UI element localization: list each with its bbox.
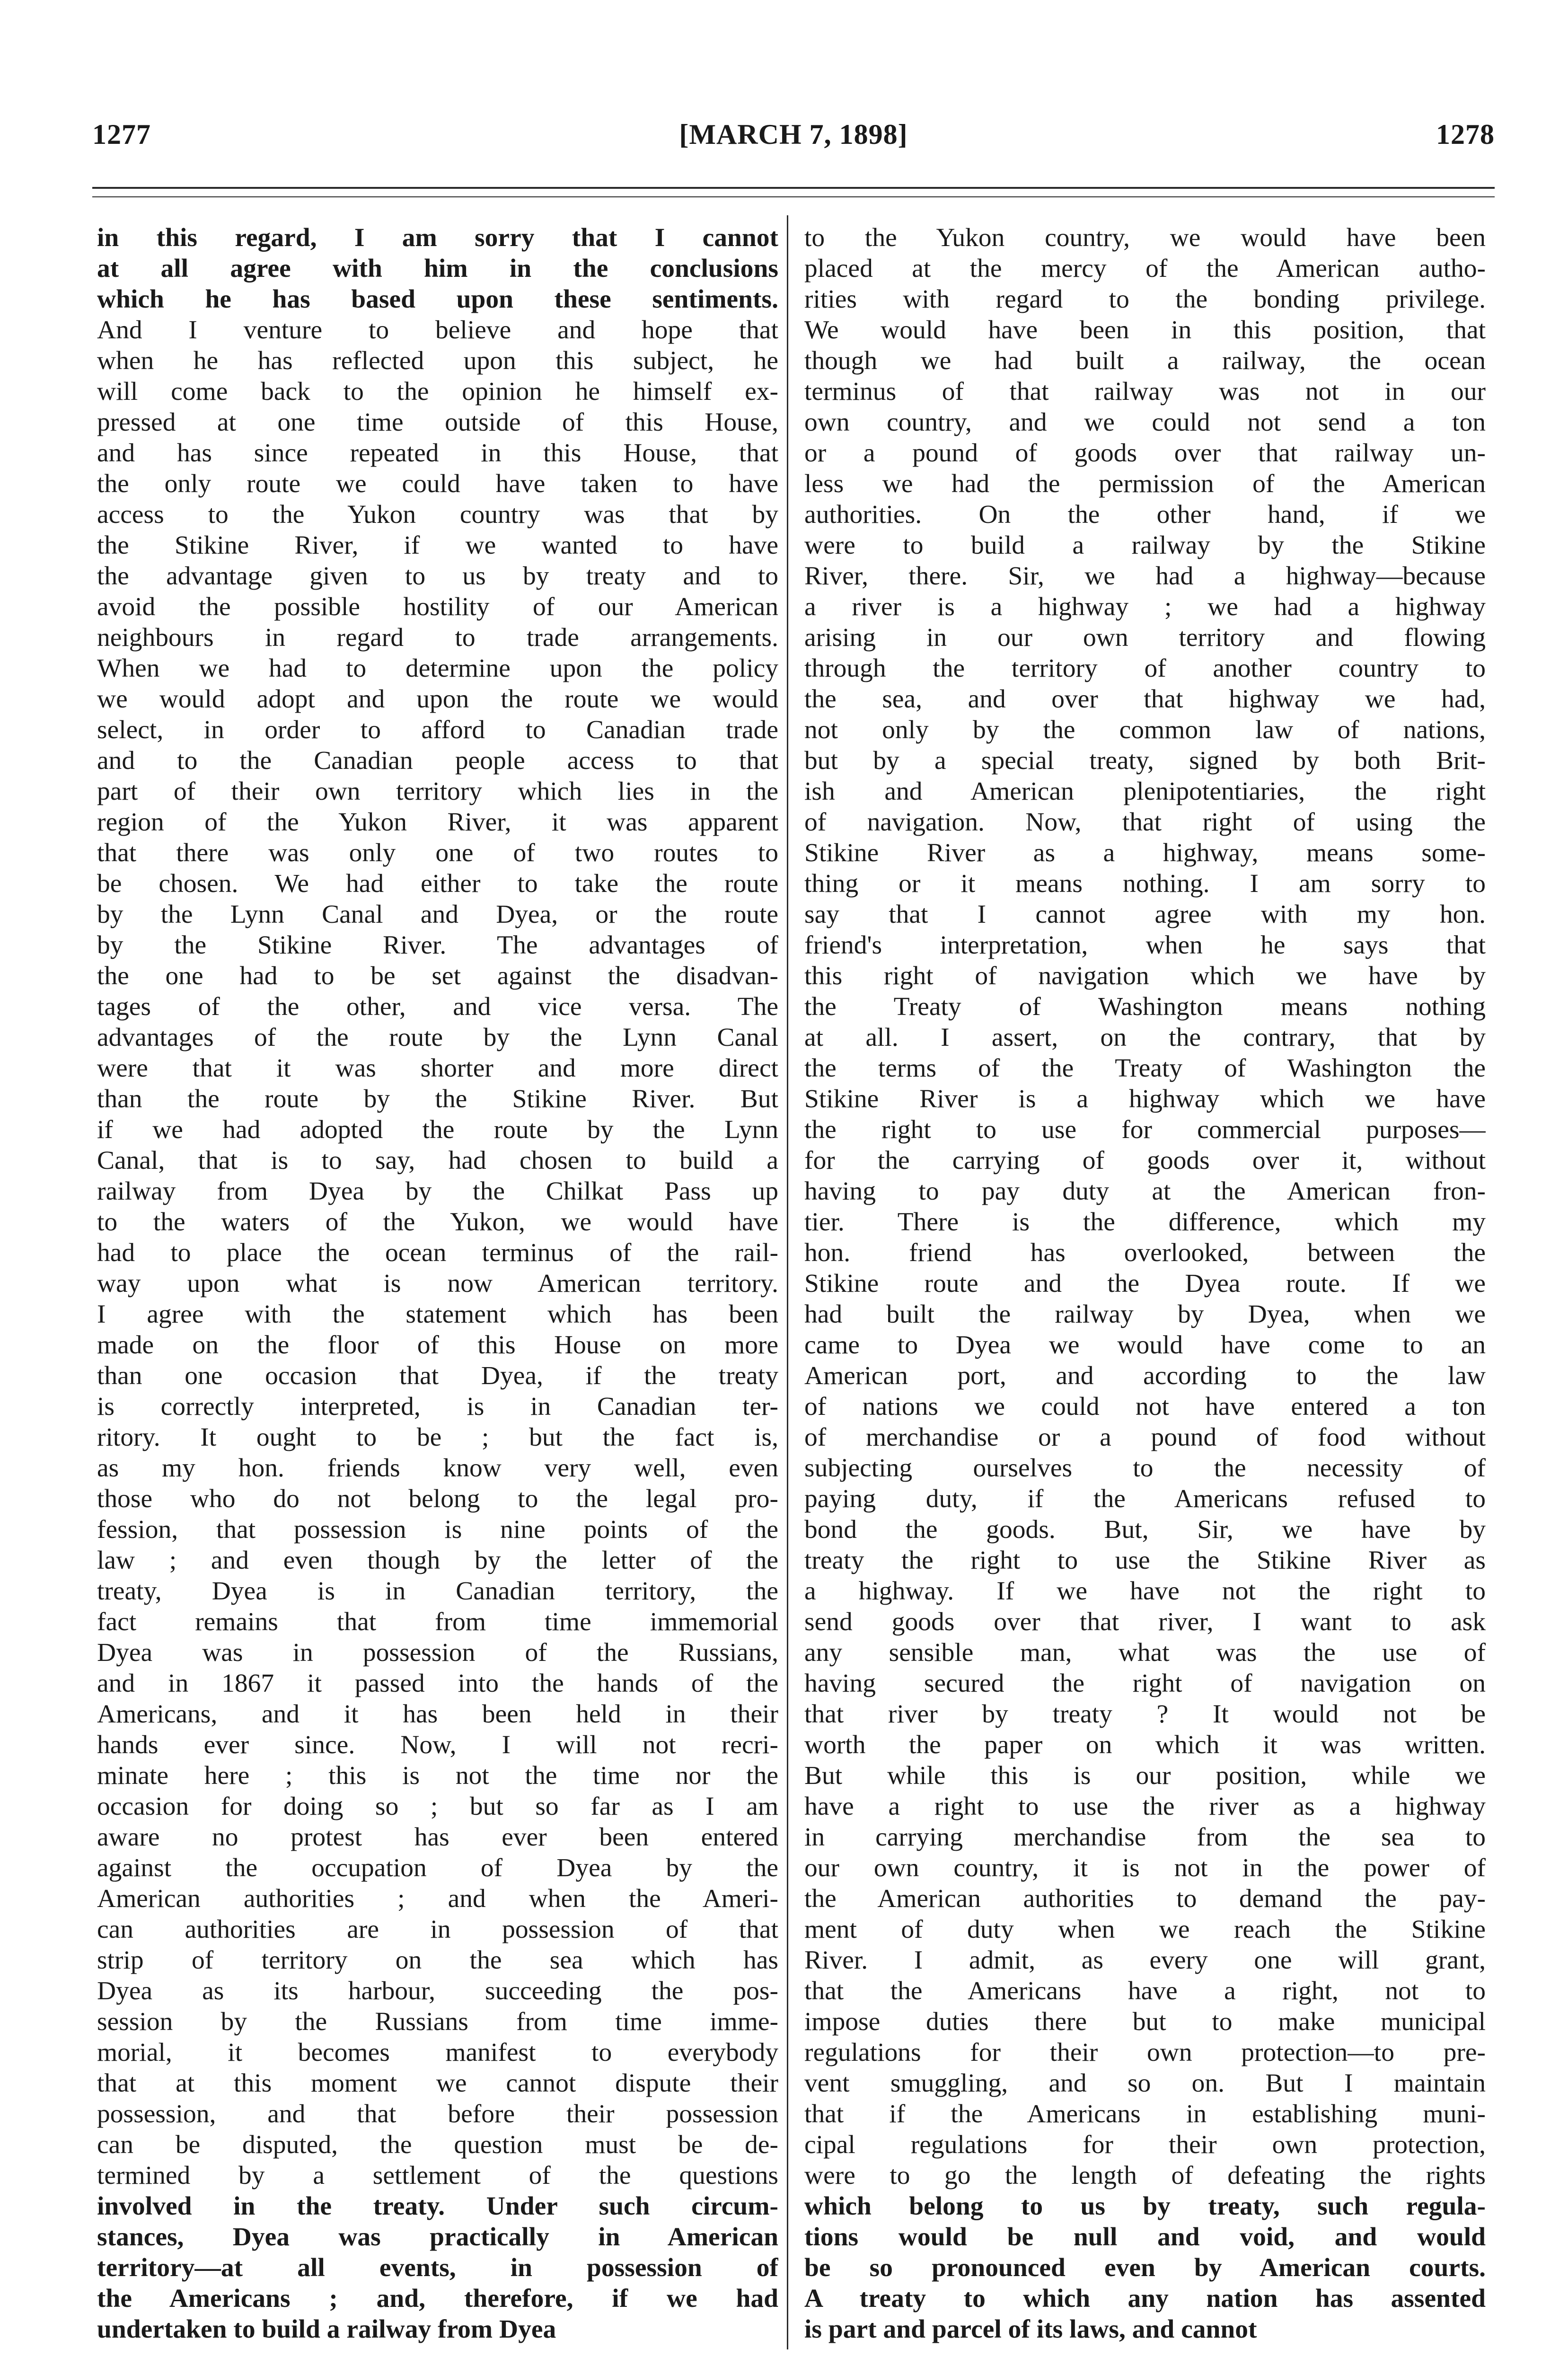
text-line: having to pay duty at the American fron- [804, 1177, 1486, 1206]
text-line: but by a special treaty, signed by both Brit- [804, 746, 1486, 775]
text-line: Dyea as its harbour, succeeding the pos- [97, 1977, 778, 2005]
text-line: A treaty to which any nation has assented [804, 2284, 1486, 2313]
left-column [97, 222, 778, 2345]
text-line: that if the Americans in establishing muni- [804, 2100, 1486, 2128]
text-line: the only route we could have taken to have [97, 469, 778, 498]
header-rule-thick [92, 187, 1495, 189]
text-line: if we had adopted the route by the Lynn [97, 1115, 778, 1144]
text-line: the American authorities to demand the pay- [804, 1884, 1486, 1913]
text-line: to the Yukon country, we would have been [804, 223, 1486, 252]
text-line: We would have been in this position, that [804, 316, 1486, 344]
text-line: the Treaty of Washington means nothing [804, 992, 1486, 1021]
text-line: session by the Russians from time imme- [97, 2007, 778, 2036]
text-line: arising in our own territory and flowing [804, 623, 1486, 652]
text-line: territory—at all events, in possession of [97, 2253, 778, 2282]
text-line: Canal, that is to say, had chosen to build a [97, 1146, 778, 1175]
text-line: region of the Yukon River, it was apparent [97, 808, 778, 837]
text-line: that river by treaty ? It would not be [804, 1700, 1486, 1729]
text-line: When we had to determine upon the policy [97, 654, 778, 683]
text-line: the right to use for commercial purposes— [804, 1115, 1486, 1144]
text-line: stances, Dyea was practically in American [97, 2223, 778, 2251]
header-rule-thin [92, 196, 1495, 197]
text-line: is correctly interpreted, is in Canadian ter- [97, 1392, 778, 1421]
text-line: that at this moment we cannot dispute their [97, 2069, 778, 2098]
text-line: Dyea was in possession of the Russians, [97, 1638, 778, 1667]
text-line: terminus of that railway was not in our [804, 377, 1486, 406]
text-line: this right of navigation which we have by [804, 962, 1486, 990]
text-line: possession, and that before their possession [97, 2100, 778, 2128]
text-line: River. I admit, as every one will grant, [804, 1946, 1486, 1975]
text-line: neighbours in regard to trade arrangements. [97, 623, 778, 652]
text-line: tions would be null and void, and would [804, 2223, 1486, 2251]
text-line: American port, and according to the law [804, 1361, 1486, 1390]
text-line: vent smuggling, and so on. But I maintain [804, 2069, 1486, 2098]
text-line: law ; and even though by the letter of the [97, 1546, 778, 1575]
text-line: of nations we could not have entered a ton [804, 1392, 1486, 1421]
right-column [804, 222, 1486, 2345]
text-line: hands ever since. Now, I will not recri- [97, 1730, 778, 1759]
text-line: And I venture to believe and hope that [97, 316, 778, 344]
text-line: we would adopt and upon the route we would [97, 685, 778, 714]
text-line: treaty the right to use the Stikine River as [804, 1546, 1486, 1575]
text-line: River, there. Sir, we had a highway—because [804, 562, 1486, 591]
text-line: less we had the permission of the American [804, 469, 1486, 498]
text-line: of merchandise or a pound of food without [804, 1423, 1486, 1452]
text-line: be so pronounced even by American courts. [804, 2253, 1486, 2282]
text-line: Stikine River is a highway which we have [804, 1085, 1486, 1113]
text-line: that the Americans have a right, not to [804, 1977, 1486, 2005]
text-line: than the route by the Stikine River. But [97, 1085, 778, 1113]
text-line: hon. friend has overlooked, between the [804, 1238, 1486, 1267]
text-line: treaty, Dyea is in Canadian territory, the [97, 1577, 778, 1606]
text-line: than one occasion that Dyea, if the treaty [97, 1361, 778, 1390]
text-line: cipal regulations for their own protection, [804, 2130, 1486, 2159]
text-line: thing or it means nothing. I am sorry to [804, 869, 1486, 898]
text-line: is part and parcel of its laws, and cannot [804, 2315, 1257, 2344]
header-date: [MARCH 7, 1898] [679, 119, 908, 150]
text-line: way upon what is now American territory. [97, 1269, 778, 1298]
text-line: at all agree with him in the conclusions [97, 254, 778, 283]
text-line: placed at the mercy of the American autho- [804, 254, 1486, 283]
text-line: our own country, it is not in the power of [804, 1854, 1486, 1882]
text-line: a river is a highway ; we had a highway [804, 592, 1486, 621]
text-line: the sea, and over that highway we had, [804, 685, 1486, 714]
text-line: tier. There is the difference, which my [804, 1208, 1486, 1236]
text-line: that there was only one of two routes to [97, 839, 778, 867]
text-line: by the Stikine River. The advantages of [97, 931, 778, 960]
text-line: friend's interpretation, when he says that [804, 931, 1486, 960]
text-line: through the territory of another country to [804, 654, 1486, 683]
text-line: say that I cannot agree with my hon. [804, 900, 1486, 929]
text-line: worth the paper on which it was written. [804, 1730, 1486, 1759]
text-line: having secured the right of navigation on [804, 1669, 1486, 1698]
text-line: undertaken to build a railway from Dyea [97, 2315, 556, 2344]
text-line: have a right to use the river as a highway [804, 1792, 1486, 1821]
text-line: fession, that possession is nine points of the [97, 1515, 778, 1544]
text-line: had to place the ocean terminus of the rail- [97, 1238, 778, 1267]
text-line: for the carrying of goods over it, without [804, 1146, 1486, 1175]
text-line: ish and American plenipotentiaries, the right [804, 777, 1486, 806]
text-line: aware no protest has ever been entered [97, 1823, 778, 1852]
text-line: and to the Canadian people access to that [97, 746, 778, 775]
text-line: though we had built a railway, the ocean [804, 346, 1486, 375]
text-line: regulations for their own protection—to pre- [804, 2038, 1486, 2067]
text-line: the one had to be set against the disadvan- [97, 962, 778, 990]
text-line: any sensible man, what was the use of [804, 1638, 1486, 1667]
text-line: the Americans ; and, therefore, if we had [97, 2284, 778, 2313]
text-line: in this regard, I am sorry that I cannot [97, 223, 778, 252]
text-line: came to Dyea we would have come to an [804, 1331, 1486, 1360]
text-line: when he has reflected upon this subject, he [97, 346, 778, 375]
text-line: were that it was shorter and more direct [97, 1054, 778, 1083]
text-line: American authorities ; and when the Ameri- [97, 1884, 778, 1913]
text-line: avoid the possible hostility of our American [97, 592, 778, 621]
text-line: pressed at one time outside of this House, [97, 408, 778, 437]
text-line: authorities. On the other hand, if we [804, 500, 1486, 529]
text-line: rities with regard to the bonding privilege. [804, 285, 1486, 314]
text-line: those who do not belong to the legal pro- [97, 1484, 778, 1513]
text-line: were to go the length of defeating the rights [804, 2161, 1486, 2190]
text-line: in carrying merchandise from the sea to [804, 1823, 1486, 1852]
text-line: by the Lynn Canal and Dyea, or the route [97, 900, 778, 929]
text-line: and in 1867 it passed into the hands of the [97, 1669, 778, 1698]
text-line: ment of duty when we reach the Stikine [804, 1915, 1486, 1944]
text-line: not only by the common law of nations, [804, 715, 1486, 744]
text-line: a highway. If we have not the right to [804, 1577, 1486, 1606]
text-line: be chosen. We had either to take the route [97, 869, 778, 898]
text-line: impose duties there but to make municipal [804, 2007, 1486, 2036]
text-line: access to the Yukon country was that by [97, 500, 778, 529]
text-line: Stikine route and the Dyea route. If we [804, 1269, 1486, 1298]
text-line: the Stikine River, if we wanted to have [97, 531, 778, 560]
text-line: I agree with the statement which has been [97, 1300, 778, 1329]
text-line: tages of the other, and vice versa. The [97, 992, 778, 1021]
left-page-number: 1277 [92, 119, 151, 150]
text-line: part of their own territory which lies in the [97, 777, 778, 806]
text-line: ritory. It ought to be ; but the fact is, [97, 1423, 778, 1452]
text-line: against the occupation of Dyea by the [97, 1854, 778, 1882]
text-line: of navigation. Now, that right of using the [804, 808, 1486, 837]
text-line: own country, and we could not send a ton [804, 408, 1486, 437]
text-line: at all. I assert, on the contrary, that by [804, 1023, 1486, 1052]
text-line: minate here ; this is not the time nor the [97, 1761, 778, 1790]
text-line: bond the goods. But, Sir, we have by [804, 1515, 1486, 1544]
text-line: termined by a settlement of the questions [97, 2161, 778, 2190]
text-line: will come back to the opinion he himself ex- [97, 377, 778, 406]
text-line: as my hon. friends know very well, even [97, 1454, 778, 1483]
page-header [92, 118, 1495, 156]
right-page-number: 1278 [1436, 119, 1495, 150]
text-line: can authorities are in possession of that [97, 1915, 778, 1944]
text-line: advantages of the route by the Lynn Canal [97, 1023, 778, 1052]
text-line: the advantage given to us by treaty and to [97, 562, 778, 591]
text-line: involved in the treaty. Under such circum- [97, 2192, 778, 2221]
text-line: or a pound of goods over that railway un- [804, 439, 1486, 468]
text-line: to the waters of the Yukon, we would have [97, 1208, 778, 1236]
text-line: made on the floor of this House on more [97, 1331, 778, 1360]
text-line: had built the railway by Dyea, when we [804, 1300, 1486, 1329]
text-line: paying duty, if the Americans refused to [804, 1484, 1486, 1513]
text-line: subjecting ourselves to the necessity of [804, 1454, 1486, 1483]
text-line: which belong to us by treaty, such regula- [804, 2192, 1486, 2221]
text-line: send goods over that river, I want to ask [804, 1607, 1486, 1636]
text-line: can be disputed, the question must be de- [97, 2130, 778, 2159]
text-line: select, in order to afford to Canadian trade [97, 715, 778, 744]
text-line: occasion for doing so ; but so far as I am [97, 1792, 778, 1821]
text-line: the terms of the Treaty of Washington the [804, 1054, 1486, 1083]
text-line: Stikine River as a highway, means some- [804, 839, 1486, 867]
text-line: were to build a railway by the Stikine [804, 531, 1486, 560]
text-line: morial, it becomes manifest to everybody [97, 2038, 778, 2067]
column-divider [787, 215, 788, 2349]
text-line: fact remains that from time immemorial [97, 1607, 778, 1636]
text-line: But while this is our position, while we [804, 1761, 1486, 1790]
text-line: strip of territory on the sea which has [97, 1946, 778, 1975]
text-line: railway from Dyea by the Chilkat Pass up [97, 1177, 778, 1206]
text-line: Americans, and it has been held in their [97, 1700, 778, 1729]
text-line: and has since repeated in this House, that [97, 439, 778, 468]
text-line: which he has based upon these sentiments. [97, 285, 778, 314]
